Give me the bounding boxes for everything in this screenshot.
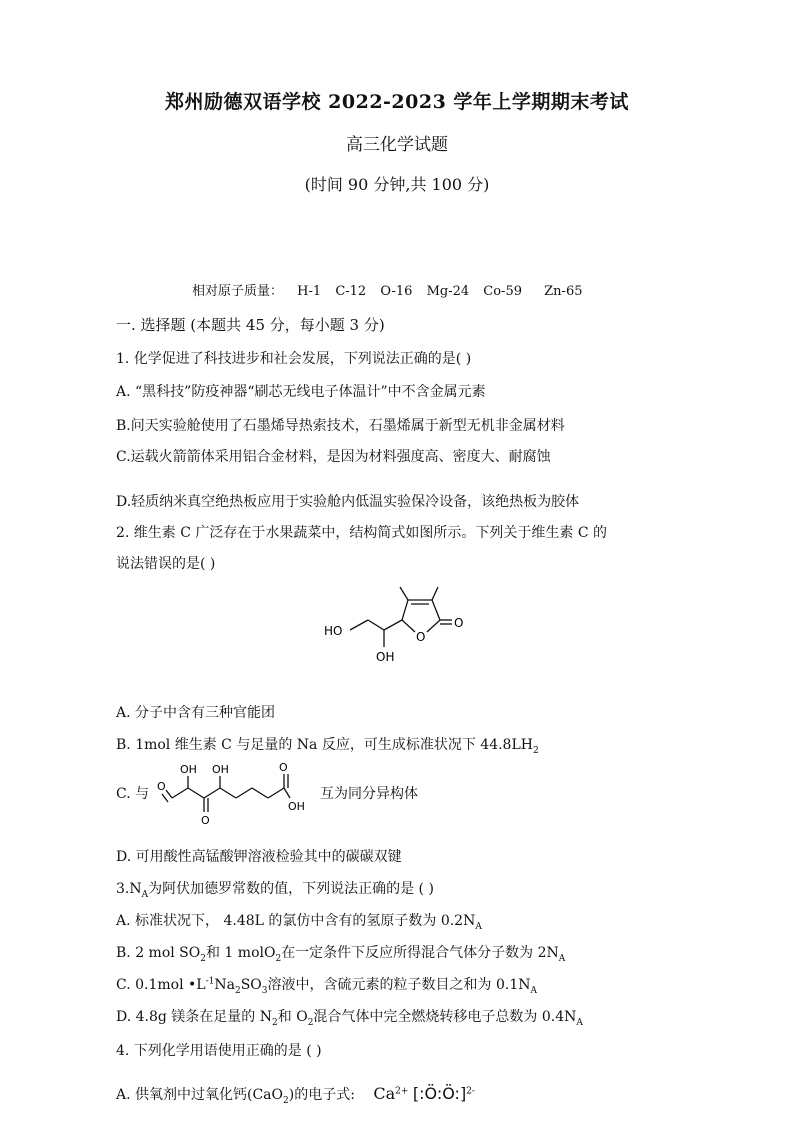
exam-subtitle: 高三化学试题	[346, 135, 448, 155]
q4-option-a: A. 供氧剂中过氧化钙(CaO$_2$)的电子式: $Ca^{2+}$ [:Ö:Ö:]$^{2-}$	[116, 1084, 475, 1106]
q2-stem-line1: 2. 维生素 C 广泛存在于水果蔬菜中，结构简式如图所示。下列关于维生素 C 的	[116, 525, 608, 541]
q2-option-c-post: 互为同分异构体	[320, 786, 418, 802]
isomer-label-o1: O	[157, 780, 166, 793]
atomic-mass-item: Mg-24	[426, 284, 470, 299]
struct-label-oh: OH	[376, 650, 395, 664]
exam-title: 郑州励德双语学校 2022-2023 学年上学期期末考试	[165, 91, 629, 113]
atomic-mass-item: Zn-65	[544, 284, 583, 299]
electron-formula-peroxide: [:Ö:Ö:]	[412, 1084, 467, 1103]
exam-time: (时间 90 分钟,共 100 分)	[304, 175, 490, 194]
q3-option-b: B. 2 mol $SO_2$和 1 molO$_2$在一定条件下反应所得混合气体分子数为 $2N_A$	[116, 945, 566, 964]
atomic-mass-item: Co-59	[483, 284, 522, 299]
q1-option-d: D.轻质纳米真空绝热板应用于实验舱内低温实验保冷设备，该绝热板为胶体	[116, 494, 580, 510]
struct-label-ring-o: O	[416, 630, 426, 644]
q2-option-a: A. 分子中含有三种官能团	[116, 705, 276, 721]
isomer-label-oh3: OH	[288, 800, 305, 813]
q3-stem: $3.N_A$为阿伏加德罗常数的值，下列说法正确的是 ( )	[116, 881, 434, 900]
q1-option-b: B.问天实验舱使用了石墨烯导热索技术，石墨烯属于新型无机非金属材料	[116, 418, 565, 434]
isomer-label-oh1: OH	[180, 763, 197, 776]
struct-label-carbonyl-o: O	[454, 616, 464, 630]
q2-stem-line2: 说法错误的是( )	[116, 556, 216, 572]
isomer-structure	[158, 760, 318, 830]
q4-stem: 4. 下列化学用语使用正确的是 ( )	[116, 1043, 322, 1059]
struct-label-ho: HO	[324, 624, 343, 638]
atomic-masses	[192, 280, 592, 299]
q1-option-c: C.运载火箭箭体采用铝合金材料，是因为材料强度高、密度大、耐腐蚀	[116, 449, 551, 465]
isomer-label-oh2: OH	[212, 763, 229, 776]
isomer-label-acid-o: O	[279, 761, 288, 774]
q1-stem: 1. 化学促进了科技进步和社会发展，下列说法正确的是( )	[116, 351, 472, 367]
atomic-mass-item: C-12	[335, 284, 367, 299]
atomic-mass-item: H-1	[297, 284, 322, 299]
vitamin-c-structure	[320, 585, 480, 675]
q2-option-b: B. 1mol 维生素 C 与足量的 Na 反应，可生成标准状况下 $44.8LH_2$	[116, 737, 539, 756]
q2-option-c-pre: C. 与	[116, 786, 150, 802]
q3-option-c: C. 0.1mol $•L^{-1}Na_2SO_3$溶液中，含硫元素的粒子数目之和为 $0.1N_A$	[116, 976, 537, 996]
section-heading: 一. 选择题 (本题共 45 分，每小题 3 分)	[116, 316, 385, 334]
electron-formula-ca: Ca	[373, 1084, 396, 1103]
q3-option-a: A. 标准状况下， 4.48L 的氯仿中含有的氢原子数为 $0.2N_A$	[116, 913, 482, 932]
atomic-masses-label: 相对原子质量：	[192, 284, 284, 299]
isomer-label-o2: O	[201, 814, 210, 827]
q1-option-a: A. “黑科技”防疫神器“刷芯无线电子体温计”中不含金属元素	[116, 384, 486, 400]
q2-option-d: D. 可用酸性高锰酸钾溶液检验其中的碳碳双键	[116, 849, 402, 865]
atomic-mass-item: O-16	[380, 284, 413, 299]
q3-option-d: D. 4.8g 镁条在足量的 $N_2$和 $O_2$混合气体中完全燃烧转移电子总数为 $0.4N_A$	[116, 1009, 583, 1028]
